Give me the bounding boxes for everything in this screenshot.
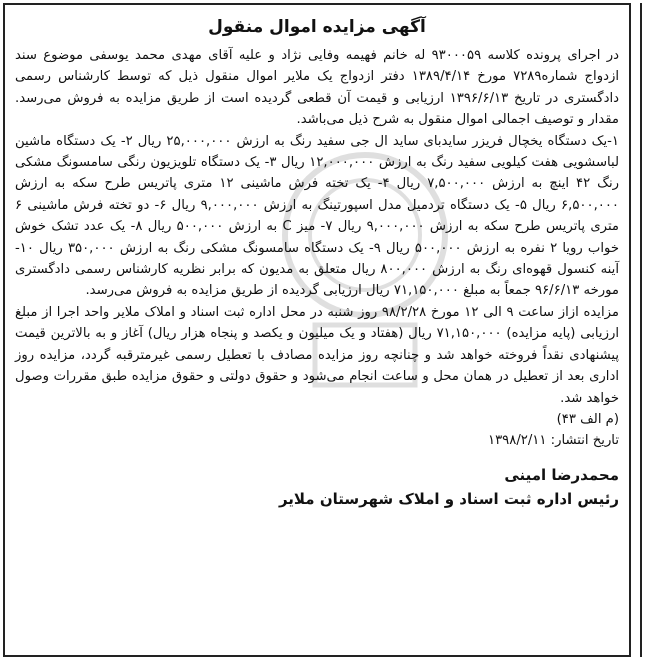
signature-block [15, 463, 619, 511]
notice-body [15, 45, 619, 409]
notice-paragraph-intro: در اجرای پرونده کلاسه ۹۳۰۰۰۵۹ له خانم فهیمه وفایی نژاد و علیه آقای مهدی محمد یوسفی موضوع سند ازدواج شماره۷۲۸۹ مورخ ۱۳۸۹/۴/۱۴ دفتر ازدواج یک ملایر اموال منقول ذیل که توسط کارشناس رسمی دادگستری در تاریخ ۱۳۹۶/۶/۱۳ ارزیابی و قیمت آن قطعی گردیده است از طریق مزایده به فروش می‌رسد. مقدار و توصیف اجمالی اموال منقول به شرح ذیل می‌باشد. [15, 48, 620, 128]
notice-paragraph-auction: مزایده ازاز ساعت ۹ الی ۱۲ مورخ ۹۸/۲/۲۸ روز شنبه در محل اداره ثبت اسناد و املاک ملایر واحد اجرا از مبلغ ارزیابی (پایه مزایده) ۷۱,۱۵۰,۰۰۰ ریال (هفتاد و یک میلیون و یکصد و پنجاه هزار ریال) آغاز و به بالاترین قیمت پیشنهادی نقداً فروخته خواهد شد و چنانچه روز مزایده مصادف با تعطیل رسمی غیرمترقبه گردد، مزایده روز اداری بعد از تعطیل در همان محل و ساعت انجام می‌شود و حقوق دولتی و حقوق مزایده طبق مقررات وصول خواهد شد. [15, 304, 619, 406]
notice-paragraph-items: ۱-یک دستگاه یخچال فریزر سایدبای ساید ال جی سفید رنگ به ارزش ۲۵,۰۰۰,۰۰۰ ریال ۲- یک دستگاه ماشین لباسشویی هفت کیلویی سفید رنگ به ارزش ۱۲,۰۰۰,۰۰۰ ریال ۳- یک دستگاه تلویزیون رنگی سامسونگ مشکی رنگ ۴۲ اینچ به ارزش ۷,۵۰۰,۰۰۰ ریال ۴- یک تخته فرش ماشینی ۱۲ متری پاتریس طرح سکه به ارزش ۶,۵۰۰,۰۰۰ ریال ۵- یک دستگاه تردمیل مدل اسپورتینگ به ارزش ۹,۰۰۰,۰۰۰ ریال ۶- دو تخته فرش ماشینی ۶ متری پاتریس طرح سکه به ارزش ۹,۰۰۰,۰۰۰ ریال ۷- میز C به ارزش ۵۰۰,۰۰۰ ریال ۸- یک عدد تشک خوش خواب رویا ۲ نفره به ارزش ۵۰۰,۰۰۰ ریال ۹- یک دستگاه سامسونگ مشکی رنگ به ارزش ۳۵۰,۰۰۰ ریال ۱۰- آینه کنسول قهوه‌ای رنگ به ارزش ۸۰۰,۰۰۰ ریال متعلق به مدیون که برابر نظریه کارشناس رسمی دادگستری مورخه ۹۶/۶/۱۳ جمعاً به مبلغ ۷۱,۱۵۰,۰۰۰ ریال ارزیابی گردیده از طریق مزایده به فروش می‌رسد. [15, 133, 620, 299]
signatory-title: رئیس اداره ثبت اسناد و املاک شهرستان ملایر [278, 489, 619, 508]
signatory-name: محمدرضا امینی [504, 465, 619, 484]
notice-title: آگهی مزایده اموال منقول [208, 17, 426, 37]
notice-reference: (م الف ۴۳) [556, 411, 619, 427]
notice-content [15, 15, 619, 647]
publish-date: تاریخ انتشار: ۱۳۹۸/۲/۱۱ [488, 432, 619, 448]
adjacent-column-edge [640, 3, 656, 657]
notice-frame [3, 3, 631, 657]
